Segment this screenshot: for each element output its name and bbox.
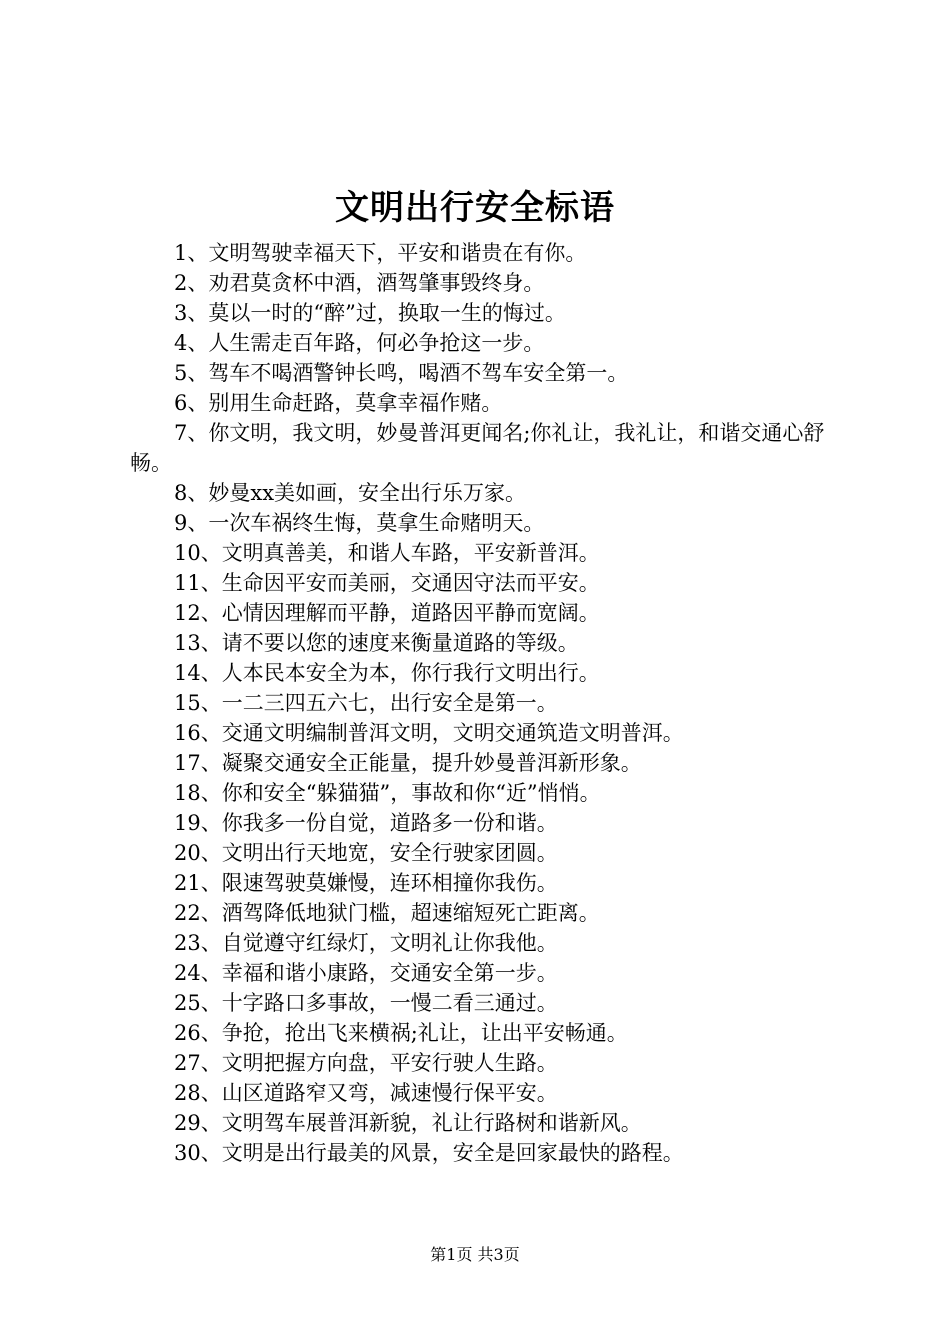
- list-item: 10、文明真善美，和谐人车路，平安新普洱。: [174, 541, 600, 565]
- list-item: 24、幸福和谐小康路，交通安全第一步。: [174, 961, 558, 985]
- list-item: 23、自觉遵守红绿灯，文明礼让你我他。: [174, 931, 558, 955]
- list-item: 7、你文明，我文明，妙曼普洱更闻名;你礼让，我礼让，和谐交通心舒畅。: [130, 421, 825, 475]
- list-item: 2、劝君莫贪杯中酒，酒驾肇事毁终身。: [174, 271, 545, 295]
- list-item: 1、文明驾驶幸福天下，平安和谐贵在有你。: [174, 241, 587, 265]
- list-item: 25、十字路口多事故，一慢二看三通过。: [174, 991, 558, 1015]
- list-item: 15、一二三四五六七，出行安全是第一。: [174, 691, 558, 715]
- list-item: 29、文明驾车展普洱新貌，礼让行路树和谐新风。: [174, 1111, 642, 1135]
- list-item: 18、你和安全“躲猫猫”，事故和你“近”悄悄。: [174, 781, 601, 805]
- list-item: 14、人本民本安全为本，你行我行文明出行。: [174, 661, 600, 685]
- list-item: 30、文明是出行最美的风景，安全是回家最快的路程。: [174, 1141, 684, 1165]
- list-item: 28、山区道路窄又弯，减速慢行保平安。: [174, 1081, 558, 1105]
- list-item: 9、一次车祸终生悔，莫拿生命赌明天。: [174, 511, 545, 535]
- list-item: 3、莫以一时的“醉”过，换取一生的悔过。: [174, 301, 566, 325]
- list-item: 12、心情因理解而平静，道路因平静而宽阔。: [174, 601, 600, 625]
- list-item: 26、争抢，抢出飞来横祸;礼让，让出平安畅通。: [174, 1021, 628, 1045]
- list-item: 6、别用生命赶路，莫拿幸福作赌。: [174, 391, 503, 415]
- list-item: 8、妙曼xx美如画，安全出行乐万家。: [174, 481, 527, 505]
- page-number-footer: 第1页 共3页: [430, 1245, 520, 1264]
- list-item: 4、人生需走百年路，何必争抢这一步。: [174, 331, 545, 355]
- list-item: 11、生命因平安而美丽，交通因守法而平安。: [174, 571, 600, 595]
- slogan-list: [130, 238, 830, 1168]
- list-item: 5、驾车不喝酒警钟长鸣，喝酒不驾车安全第一。: [174, 361, 629, 385]
- list-item: 13、请不要以您的速度来衡量道路的等级。: [174, 631, 579, 655]
- list-item: 20、文明出行天地宽，安全行驶家团圆。: [174, 841, 558, 865]
- list-item: 19、你我多一份自觉，道路多一份和谐。: [174, 811, 558, 835]
- document-title: 文明出行安全标语: [335, 188, 615, 228]
- list-item: 22、酒驾降低地狱门槛，超速缩短死亡距离。: [174, 901, 600, 925]
- list-item: 17、凝聚交通安全正能量，提升妙曼普洱新形象。: [174, 751, 642, 775]
- list-item: 27、文明把握方向盘，平安行驶人生路。: [174, 1051, 558, 1075]
- list-item: 16、交通文明编制普洱文明，文明交通筑造文明普洱。: [174, 721, 684, 745]
- list-item: 21、限速驾驶莫嫌慢，连环相撞你我伤。: [174, 871, 558, 895]
